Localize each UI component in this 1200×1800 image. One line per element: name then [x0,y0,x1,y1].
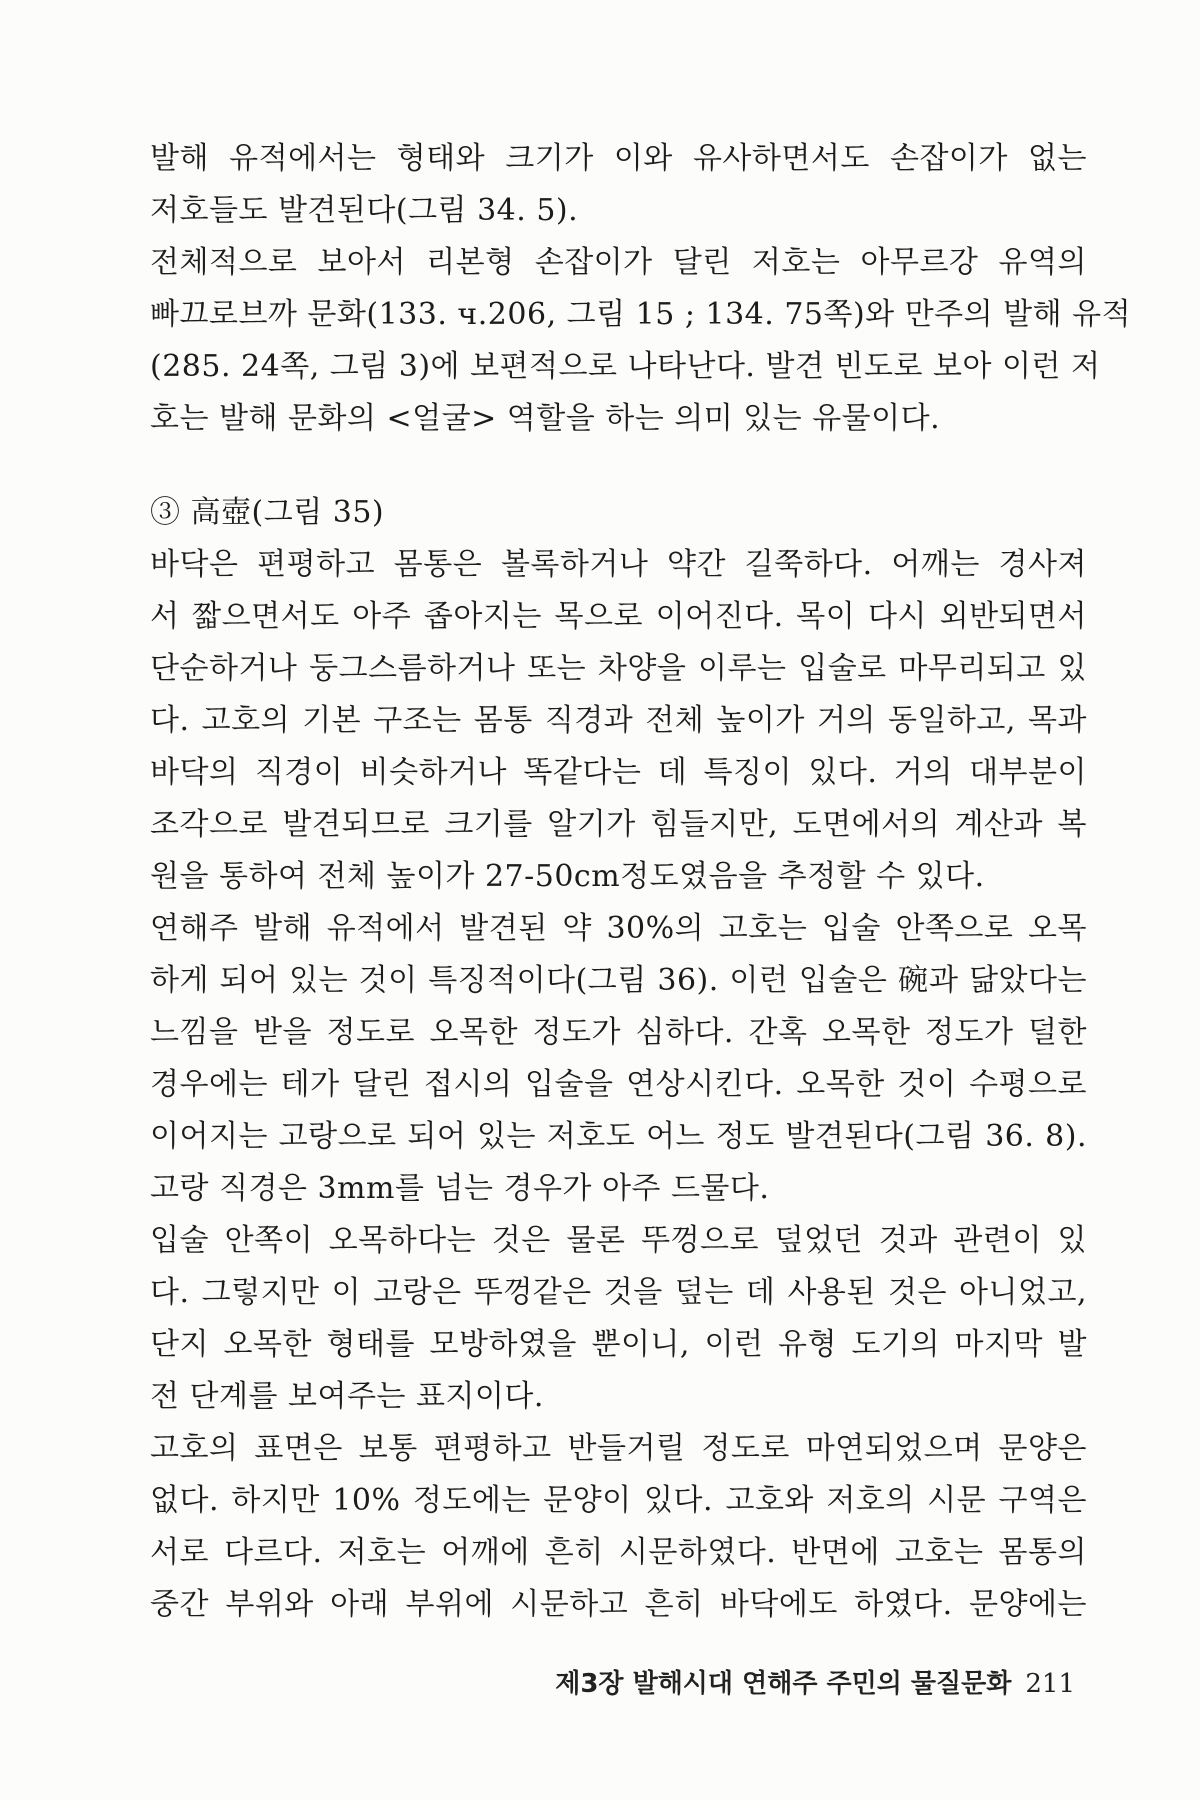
text-line: 전체적으로 보아서 리본형 손잡이가 달린 저호는 아무르강 유역의 [150,245,1087,280]
chapter-title: 제3장 발해시대 연해주 주민의 물질문화 [555,1669,1012,1699]
text-line: 연해주 발해 유적에서 발견된 약 30%의 고호는 입술 안쪽으로 오목 [150,911,1087,946]
text-line: (285. 24쪽, 그림 3)에 보편적으로 나타난다. 발견 빈도로 보아 이런 저 [150,349,1101,384]
text-line: 조각으로 발견되므로 크기를 알기가 힘들지만, 도면에서의 계산과 복 [150,807,1087,842]
body-text [150,133,1132,1631]
text-line: 고랑 직경은 3mm를 넘는 경우가 아주 드물다. [150,1171,770,1206]
paragraph-gap [150,445,1087,487]
text-line: 서 짧으면서도 아주 좁아지는 목으로 이어진다. 목이 다시 외반되면서 [150,599,1087,634]
text-line: 이어지는 고랑으로 되어 있는 저호도 어느 정도 발견된다(그림 36. 8). [150,1119,1087,1154]
text-line: 하게 되어 있는 것이 특징적이다(그림 36). 이런 입술은 碗과 닮았다는 [150,963,1087,998]
text-line: 저호들도 발견된다(그림 34. 5). [150,193,579,228]
text-line: 다. 그렇지만 이 고랑은 뚜껑같은 것을 덮는 데 사용된 것은 아니었고, [150,1275,1087,1310]
text-line: 빠끄로브까 문화(133. ч.206, 그림 15 ; 134. 75쪽)와 만주의 발해 유적 [150,297,1132,332]
running-footer [555,1662,1075,1706]
text-line: 발해 유적에서는 형태와 크기가 이와 유사하면서도 손잡이가 없는 [150,141,1087,176]
text-line: 고호의 표면은 보통 편평하고 반들거릴 정도로 마연되었으며 문양은 [150,1431,1087,1466]
text-line: 느낌을 받을 정도로 오목한 정도가 심하다. 간혹 오목한 정도가 덜한 [150,1015,1087,1050]
text-line: 전 단계를 보여주는 표지이다. [150,1379,544,1414]
text-line: 원을 통하여 전체 높이가 27-50cm정도였음을 추정할 수 있다. [150,859,985,894]
section-heading: ③ 高壺(그림 35) [150,495,385,530]
text-line: 단순하거나 둥그스름하거나 또는 차양을 이루는 입술로 마무리되고 있 [150,651,1087,686]
text-line: 입술 안쪽이 오목하다는 것은 물론 뚜껑으로 덮었던 것과 관련이 있 [150,1223,1087,1258]
text-line: 바닥은 편평하고 몸통은 볼록하거나 약간 길쭉하다. 어깨는 경사져 [150,547,1087,582]
text-line: 다. 고호의 기본 구조는 몸통 직경과 전체 높이가 거의 동일하고, 목과 [150,703,1087,738]
text-line: 단지 오목한 형태를 모방하였을 뿐이니, 이런 유형 도기의 마지막 발 [150,1327,1087,1362]
text-line: 바닥의 직경이 비슷하거나 똑같다는 데 특징이 있다. 거의 대부분이 [150,755,1087,790]
text-line: 호는 발해 문화의 <얼굴> 역할을 하는 의미 있는 유물이다. [150,401,941,436]
text-line: 없다. 하지만 10% 정도에는 문양이 있다. 고호와 저호의 시문 구역은 [150,1483,1087,1518]
text-line: 경우에는 테가 달린 접시의 입술을 연상시킨다. 오목한 것이 수평으로 [150,1067,1087,1102]
text-line: 서로 다르다. 저호는 어깨에 흔히 시문하였다. 반면에 고호는 몸통의 [150,1535,1087,1570]
text-line: 중간 부위와 아래 부위에 시문하고 흔히 바닥에도 하였다. 문양에는 [150,1587,1087,1622]
page-number: 211 [1025,1669,1075,1699]
